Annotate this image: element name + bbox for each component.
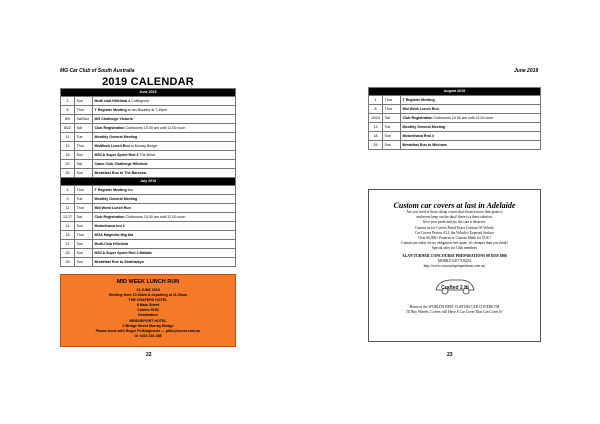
event-title: MSCA Super Sprint Rnd 3 [94,153,139,157]
event-title: T Register Meeting [94,108,127,112]
event-title: Motorkhana rnd 3 [94,224,125,228]
table-row [61,240,236,249]
event-title: MSCA Super Sprint Rnd 4 Mallala [94,251,152,255]
event-date: 11 [61,204,75,213]
event-date: 2 [61,97,75,106]
table-row [369,114,541,123]
event-description [93,151,236,160]
table-row [369,141,541,150]
event-title: Monthly General Meeting [94,197,138,201]
month-header-row [61,178,236,186]
event-title: Motorkhana Rnd 4 [402,134,434,138]
event-date: 25 [369,141,383,150]
table-row [61,195,236,204]
event-date: 16 [61,151,75,160]
month-header: June 2019 [61,89,236,97]
ad-body [369,210,540,252]
event-date: 22 [61,160,75,169]
event-description [93,213,236,222]
event-day: Sat [75,213,93,222]
event-day: Sat [383,114,401,123]
event-date: 13,27 [61,213,75,222]
ad-footer1: Home of the WORLD'S BEST CUSTOM CAR COVERS TM [409,305,500,310]
event-description [93,124,236,133]
logo-text: Crafted 2 fit [440,285,469,292]
event-detail: to Murray Bridge [129,144,158,148]
event-title: Breakfast Run to The Barossa [94,171,146,175]
event-description [93,97,236,106]
midweek-date: 13 JUNE 2019 [136,288,160,292]
midweek-destination-address: 2 Bridge Street Murray Bridge [122,323,174,328]
event-date: 8/9 [61,115,75,124]
event-detail: Clubrooms 10.00 am until 12.00 noon [124,215,186,219]
event-description [93,133,236,142]
event-description [93,240,236,249]
event-day: Thur [383,96,401,105]
event-title: T Register Meeting [402,98,435,102]
crafted-2-fit-logo [430,272,480,298]
midweek-phone: Or 0416 151 285 [134,333,162,338]
event-date: 13 [369,123,383,132]
table-row [61,124,236,133]
event-description [93,204,236,213]
event-date: 14 [61,222,75,231]
table-row [61,115,236,124]
ad-mobile: MOBILE 0417 816254 [437,258,472,263]
table-row [61,160,236,169]
event-day: Sun [75,249,93,258]
event-title: Camo Club Challenge Hillclimb [94,162,148,166]
event-day: Sun [75,240,93,249]
event-date: 21 [61,240,75,249]
event-title: Multi-Club Hillclimb [94,242,129,246]
event-date: 8 [369,105,383,114]
calendar-title: 2019 CALENDAR [102,76,194,88]
table-row [61,151,236,160]
event-description [93,231,236,240]
event-detail: Clubrooms 10.00 am until 12.00 noon [432,116,494,120]
event-description [93,258,236,267]
midweek-venue: THE CRAFERS HOTEL [128,298,168,303]
event-title: Breakfast Run to Mitcham [402,143,447,147]
ad-line: Give your pride and joy the care it deserves. [422,220,487,225]
calendar-table-june-july [60,88,236,267]
calendar-table-august [368,87,541,150]
table-row [61,222,236,231]
event-day: Sun [75,222,93,231]
month-header: July 2019 [61,178,236,186]
table-row [61,106,236,115]
midweek-lunch-run-box [60,274,236,347]
month-header-row [61,89,236,97]
table-row [369,96,541,105]
table-row [61,231,236,240]
event-date: 18 [369,132,383,141]
event-description [401,114,541,123]
event-day: Sun [75,169,93,178]
event-day: Tue [75,195,93,204]
event-date: 18 [61,231,75,240]
event-day: Sat [75,124,93,133]
event-detail: The Bend [138,153,156,157]
event-day: Thur [75,186,93,195]
right-page-header: June 2019 [514,68,539,74]
table-row [61,204,236,213]
event-title: Monthly General Meeting [402,125,446,129]
table-row [369,123,541,132]
event-description [93,169,236,178]
event-date: 6 [61,106,75,115]
table-row [61,258,236,267]
event-day: Tue [75,133,93,142]
event-date: 10/24 [369,114,383,123]
event-description [93,106,236,115]
table-row [61,133,236,142]
ad-footer2: I'll Buy Wheels, Covers will Have A Car Cover That Can Cover It! [406,310,503,315]
event-day: Sun [75,151,93,160]
event-day: Sat [75,160,93,169]
event-detail: tba [126,188,133,192]
ad-line: Are you tired of those cheap covers that Scratch more than protect, [406,210,503,214]
table-row [369,105,541,114]
midweek-destination-label: Destination [138,313,158,318]
event-date: 4 [61,186,75,195]
table-row [61,213,236,222]
event-description [401,123,541,132]
table-row [61,169,236,178]
event-description [401,105,541,114]
ad-line: Special rates for Club members [431,246,478,251]
event-day: Thur [75,142,93,151]
midweek-address2: Crafers 5152 [137,308,159,313]
table-row [61,249,236,258]
event-description [401,132,541,141]
event-title: Monthly General Meeting [94,135,138,139]
event-description [93,195,236,204]
event-date: 11 [61,133,75,142]
car-cover-advert [368,189,541,342]
event-description [93,160,236,169]
ad-line: Over 66,000+ Patterns or Custom Made for YOU! [418,236,491,241]
event-date: 8/22 [61,124,75,133]
table-row [61,142,236,151]
event-title: Mid Week Lunch Run [94,206,131,210]
event-description [93,115,236,124]
event-day: Sun [75,97,93,106]
ad-line: Contact me today for no obligation free quote, it's cheaper than you think! [401,241,508,246]
midweek-address1: 8 Main Street [136,303,160,308]
left-page-header: MG Car Club of South Australia [60,68,135,74]
midweek-title: MID WEEK LUNCH RUN [116,279,180,285]
left-page-number: 22 [146,352,152,358]
event-title: Breakfast Run to Strathalbyn [94,260,145,264]
event-description [93,186,236,195]
ad-line: and never keep out the dust? there is a there solution. [416,215,493,220]
ad-web: http://www.concoursepreparations.com.au/ [423,264,486,269]
event-description [401,141,541,150]
ad-line: Contact us for Covers Fitted Exact Contour Of Vehicle [415,225,494,230]
table-row [369,132,541,141]
table-row [61,97,236,106]
ad-line: Car Covers Protect ALL the Vehicle's Exposed Surface [415,230,494,235]
midweek-booking: Please book with Roger Polkinghorne — pilks@senet.com.au [95,328,201,333]
event-date: 28 [61,258,75,267]
event-day: Thur [75,106,93,115]
event-title: MidWeek Lunch Run [94,144,130,148]
event-description [93,222,236,231]
month-header-row [369,88,541,96]
event-day: Thur [383,105,401,114]
event-day: Sat/Sun [75,115,93,124]
event-day: Thur [75,204,93,213]
event-title: Club Registration [94,215,125,219]
event-date: 30 [61,169,75,178]
table-row [61,186,236,195]
event-day: Sun [75,258,93,267]
month-header: August 2019 [369,88,541,96]
event-day: Sun [383,132,401,141]
ad-title: Custom car covers at last in Adelaide [393,201,516,210]
midweek-destination: BRIDGEPORT HOTEL [129,318,167,323]
event-description [401,96,541,105]
event-date: 1 [369,96,383,105]
ad-contact: ALAN TURNER CONCOURSE PREPARATIONS 08 8339 1806 [401,253,508,258]
event-title: Multi club Hillclimb 2 [94,99,131,103]
event-date: 28 [61,249,75,258]
event-title: T Register Meeting [94,188,127,192]
event-description [93,249,236,258]
event-day: Sun [383,141,401,150]
event-date: 9 [61,195,75,204]
event-detail: Clubrooms 10.00 am until 12.00 noon [124,126,186,130]
midweek-meeting: Meeting from 10.30am & departing at 11.00am [109,293,187,298]
event-day: Tue [383,123,401,132]
event-title: Club Registration [402,116,433,120]
event-detail: Collingrove [130,99,150,103]
right-page-number: 23 [447,352,453,358]
event-detail: at Ian Buckley at 7.45pm [126,108,168,112]
event-title: MG Challenge Victoria [94,117,133,121]
event-description [93,142,236,151]
event-day: Thur [75,231,93,240]
event-title: MGA Magnette Mtg tba [94,233,134,237]
event-title: Club Registration [94,126,125,130]
event-title: Mid Week Lunch Run [402,107,439,111]
event-date: 13 [61,142,75,151]
